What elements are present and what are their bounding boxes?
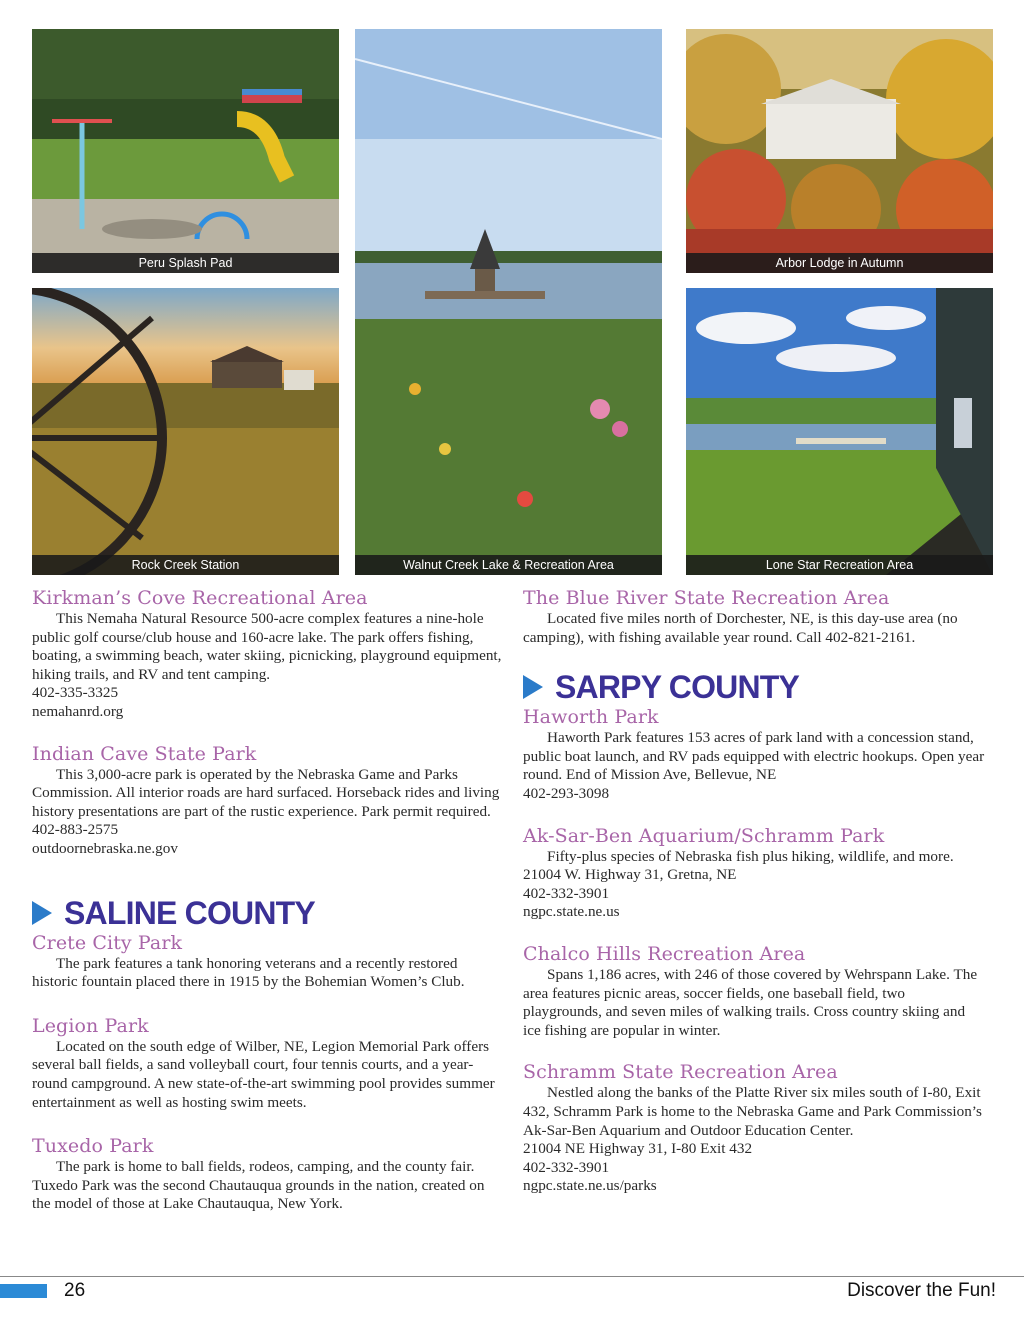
entry-phone: 402-293-3098: [523, 784, 610, 802]
entry-chalco-hills: [523, 942, 985, 1040]
sarpy-county-heading: [523, 669, 985, 705]
entry-indian-cave: [32, 742, 506, 859]
entry-phone: 402-332-3901: [523, 884, 610, 902]
arbor-lodge-image: [686, 29, 993, 273]
page-number: 26: [64, 1280, 86, 1301]
photo-arbor-lodge: [686, 29, 993, 273]
entry-website[interactable]: outdoornebraska.ne.gov: [32, 839, 178, 857]
entry-title: Chalco Hills Recreation Area: [523, 942, 806, 965]
entry-haworth-park: [523, 705, 985, 803]
entry-title: Ak-Sar-Ben Aquarium/Schramm Park: [523, 824, 885, 847]
right-column: [523, 586, 985, 1210]
photo-caption: Rock Creek Station: [32, 555, 339, 575]
entry-website[interactable]: ngpc.state.ne.us/parks: [523, 1177, 657, 1195]
photo-lone-star: [686, 288, 993, 575]
photo-caption: Arbor Lodge in Autumn: [686, 253, 993, 273]
entry-kirkmans-cove: [32, 586, 506, 722]
entry-title: Crete City Park: [32, 931, 183, 954]
entry-legion-park: [32, 1014, 506, 1112]
left-column: [32, 586, 506, 1228]
walnut-creek-image: [355, 29, 662, 575]
entry-crete-city-park: [32, 931, 506, 992]
footer-divider: [0, 1276, 1024, 1277]
entry-phone: 402-332-3901: [523, 1158, 610, 1176]
entry-phone: 402-335-3325: [32, 684, 119, 702]
saline-county-heading: [32, 895, 506, 931]
entry-tuxedo-park: [32, 1134, 506, 1214]
entry-description: Located five miles north of Dorchester, NE, is this day-use area (no camping), with fishing available year round. Call 402-821-2161.: [523, 610, 958, 646]
entry-description: Haworth Park features 153 acres of park land with a concession stand, public boat launch, and RV pads equipped with electric hookups. Open year round. End of Mission Ave, Bellevue, NE: [523, 729, 985, 784]
entry-description: The park is home to ball fields, rodeos, camping, and the county fair. Tuxedo Park was the second Chautauqua grounds in the nation, created on the model of those at Lake Chautauqua, New York.: [32, 1158, 485, 1213]
entry-blue-river: [523, 586, 985, 647]
entry-title: Tuxedo Park: [32, 1135, 154, 1158]
entry-website[interactable]: ngpc.state.ne.us: [523, 903, 620, 921]
triangle-marker-icon: [32, 901, 52, 925]
entry-description: Nestled along the banks of the Platte River six miles south of I-80, Exit 432, Schramm Park is home to the Nebraska Game and Park Commission’s Ak-Sar-Ben Aquarium and Outdoor Education Center.: [523, 1084, 982, 1139]
entry-title: Schramm State Recreation Area: [523, 1061, 838, 1084]
entry-title: Haworth Park: [523, 706, 659, 729]
entry-phone: 402-883-2575: [32, 821, 119, 839]
entry-title: Kirkman’s Cove Recreational Area: [32, 587, 368, 609]
county-name: SALINE COUNTY: [64, 894, 315, 931]
entry-description: Fifty-plus species of Nebraska fish plus hiking, wildlife, and more.: [547, 847, 954, 865]
entry-address: 21004 W. Highway 31, Gretna, NE: [523, 866, 737, 884]
photo-caption: Peru Splash Pad: [32, 253, 339, 273]
entry-title: Legion Park: [32, 1014, 149, 1037]
footer-accent-bar: [0, 1284, 47, 1298]
entry-ak-sar-ben: [523, 824, 985, 922]
rock-creek-image: [32, 288, 339, 575]
entry-description: Spans 1,186 acres, with 246 of those covered by Wehrspann Lake. The area features picnic areas, soccer fields, one baseball field, two playgrounds, and seven miles of walking trails. Cross country skiing and ice fishing are popular in winter.: [523, 965, 978, 1039]
entry-description: This Nemaha Natural Resource 500-acre complex features a nine-hole public golf course/club house and 160-acre lake. The park offers fishing, boating, a swimming beach, water skiing, picnicking, playground equipment, hiking trails, and RV and tent camping.: [32, 610, 502, 683]
entry-schramm-state: [523, 1060, 985, 1196]
entry-title: Indian Cave State Park: [32, 742, 257, 765]
entry-description: This 3,000-acre park is operated by the Nebraska Game and Parks Commission. All interior roads are hard surfaced. Horseback rides and living history presentations are part of the rustic experience. Park permit required.: [32, 765, 500, 820]
footer-tagline: Discover the Fun!: [847, 1280, 996, 1301]
photo-rock-creek: [32, 288, 339, 575]
entry-title: The Blue River State Recreation Area: [523, 587, 890, 609]
entry-description: The park features a tank honoring veterans and a recently restored historic fountain placed there in 1915 by the Bohemian Women’s Club.: [32, 954, 465, 991]
photo-caption: Lone Star Recreation Area: [686, 555, 993, 575]
photo-caption: Walnut Creek Lake & Recreation Area: [355, 555, 662, 575]
lone-star-image: [686, 288, 993, 575]
photo-walnut-creek: [355, 29, 662, 575]
splash-pad-image: [32, 29, 339, 273]
entry-address: 21004 NE Highway 31, I-80 Exit 432: [523, 1140, 753, 1158]
county-name: SARPY COUNTY: [555, 669, 800, 706]
triangle-marker-icon: [523, 675, 543, 699]
entry-description: Located on the south edge of Wilber, NE, Legion Memorial Park offers several ball fields, a sand volleyball court, four tennis courts, and a year-round campground. A new state-of-the-art swimming pool provides summer entertainment as well as hosting swim meets.: [32, 1037, 495, 1111]
photo-peru-splash-pad: [32, 29, 339, 273]
entry-website[interactable]: nemahanrd.org: [32, 702, 124, 720]
